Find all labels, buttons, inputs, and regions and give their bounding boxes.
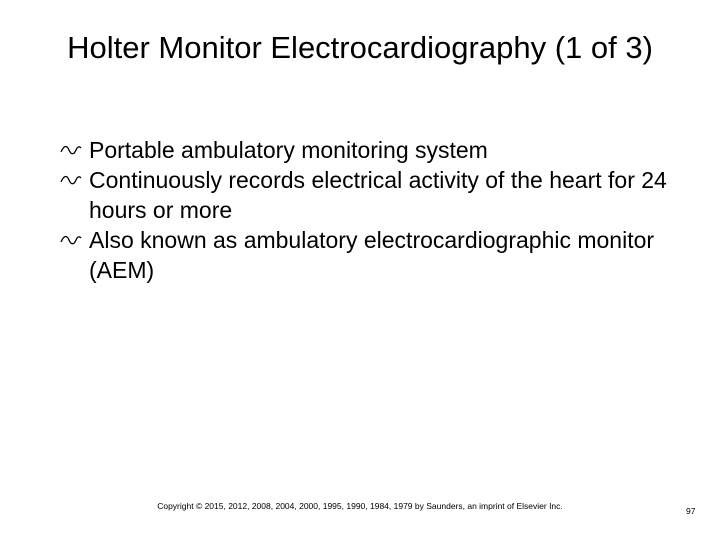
bullet-text: Continuously records electrical activity of the heart for 24 hours or more — [89, 167, 667, 223]
slide-title: Holter Monitor Electrocardiography (1 of 3) — [67, 30, 653, 65]
bullet-text: Also known as ambulatory electrocardiographic monitor (AEM) — [89, 227, 655, 283]
wave-bullet-icon — [60, 144, 82, 156]
page-number: 97 — [686, 506, 696, 516]
copyright-footer: Copyright © 2015, 2012, 2008, 2004, 2000, 1995, 1990, 1984, 1979 by Saunders, an imprint of Elsevier Inc. — [157, 501, 563, 511]
bullet-list — [60, 135, 680, 285]
bullet-text: Portable ambulatory monitoring system — [89, 137, 488, 163]
wave-bullet-icon — [60, 174, 82, 186]
bullet-item — [60, 225, 680, 285]
wave-bullet-icon — [60, 234, 82, 246]
bullet-item — [60, 135, 680, 165]
bullet-item — [60, 165, 680, 225]
